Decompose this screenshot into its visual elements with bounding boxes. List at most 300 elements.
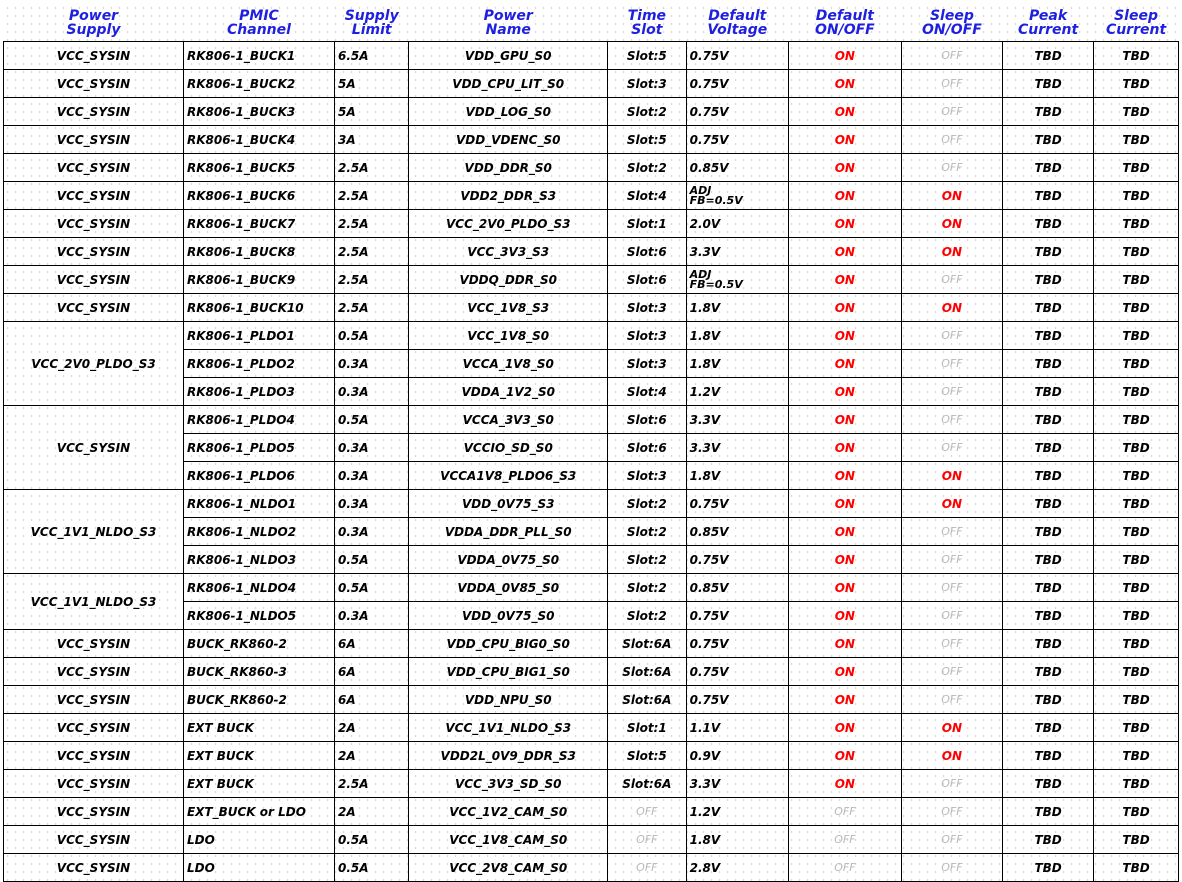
power-name-cell: VCC_3V3_SD_S0: [409, 770, 608, 798]
power-name-cell: VCC_2V8_CAM_S0: [409, 854, 608, 882]
sleep-onoff-cell: ON: [901, 742, 1002, 770]
header-peak-current: Peak Current: [1003, 4, 1094, 42]
supply-limit-cell: 0.5A: [334, 854, 408, 882]
sleep-onoff-cell: OFF: [901, 98, 1002, 126]
pmic-channel-cell: RK806-1_NLDO1: [183, 490, 334, 518]
default-voltage-cell: 1.8V: [686, 826, 788, 854]
sleep-onoff-cell: OFF: [901, 854, 1002, 882]
power-name-cell: VDD_DDR_S0: [409, 154, 608, 182]
sleep-onoff-cell: ON: [901, 238, 1002, 266]
supply-limit-cell: 6A: [334, 658, 408, 686]
default-onoff-cell: ON: [789, 154, 902, 182]
default-voltage-cell: 0.75V: [686, 546, 788, 574]
default-voltage-cell: 3.3V: [686, 770, 788, 798]
power-name-cell: VCCA_3V3_S0: [409, 406, 608, 434]
sleep-current-cell: TBD: [1094, 350, 1179, 378]
sleep-current-cell: TBD: [1094, 630, 1179, 658]
peak-current-cell: TBD: [1003, 854, 1094, 882]
table-row: [4, 770, 1179, 798]
default-voltage-cell: 0.85V: [686, 518, 788, 546]
time-slot-cell: Slot:2: [608, 546, 687, 574]
sleep-onoff-cell: OFF: [901, 546, 1002, 574]
table-row: [4, 98, 1179, 126]
peak-current-cell: TBD: [1003, 630, 1094, 658]
power-name-cell: VDD_0V75_S0: [409, 602, 608, 630]
supply-limit-cell: 0.3A: [334, 518, 408, 546]
sleep-onoff-cell: OFF: [901, 686, 1002, 714]
default-onoff-cell: ON: [789, 602, 902, 630]
sleep-onoff-cell: OFF: [901, 266, 1002, 294]
supply-limit-cell: 2A: [334, 798, 408, 826]
header-default-onoff: Default ON/OFF: [789, 4, 902, 42]
time-slot-cell: Slot:6: [608, 406, 687, 434]
supply-limit-cell: 5A: [334, 98, 408, 126]
pmic-channel-cell: RK806-1_BUCK7: [183, 210, 334, 238]
table-row: [4, 630, 1179, 658]
power-supply-cell: VCC_SYSIN: [4, 154, 184, 182]
sleep-current-cell: TBD: [1094, 210, 1179, 238]
power-supply-cell: VCC_SYSIN: [4, 238, 184, 266]
table-row: [4, 126, 1179, 154]
default-onoff-cell: ON: [789, 42, 902, 70]
default-voltage-cell: 3.3V: [686, 406, 788, 434]
sleep-current-cell: TBD: [1094, 574, 1179, 602]
peak-current-cell: TBD: [1003, 378, 1094, 406]
header-default-voltage: Default Voltage: [686, 4, 788, 42]
default-onoff-cell: ON: [789, 658, 902, 686]
table-row: [4, 826, 1179, 854]
table-row: [4, 322, 1179, 350]
default-voltage-cell: 2.0V: [686, 210, 788, 238]
supply-limit-cell: 6A: [334, 630, 408, 658]
sleep-onoff-cell: OFF: [901, 798, 1002, 826]
pmic-channel-cell: RK806-1_PLDO1: [183, 322, 334, 350]
supply-limit-cell: 0.5A: [334, 826, 408, 854]
pmic-channel-cell: EXT_BUCK or LDO: [183, 798, 334, 826]
default-onoff-cell: ON: [789, 98, 902, 126]
supply-limit-cell: 3A: [334, 126, 408, 154]
sleep-onoff-cell: OFF: [901, 630, 1002, 658]
supply-limit-cell: 0.5A: [334, 546, 408, 574]
sleep-current-cell: TBD: [1094, 70, 1179, 98]
table-row: [4, 854, 1179, 882]
sleep-onoff-cell: OFF: [901, 434, 1002, 462]
time-slot-cell: Slot:2: [608, 518, 687, 546]
pmic-channel-cell: RK806-1_PLDO5: [183, 434, 334, 462]
supply-limit-cell: 2A: [334, 742, 408, 770]
power-name-cell: VCCIO_SD_S0: [409, 434, 608, 462]
time-slot-cell: Slot:5: [608, 742, 687, 770]
time-slot-cell: Slot:6A: [608, 770, 687, 798]
power-name-cell: VCC_1V2_CAM_S0: [409, 798, 608, 826]
power-rail-table: [3, 4, 1179, 882]
sleep-current-cell: TBD: [1094, 770, 1179, 798]
time-slot-cell: Slot:6: [608, 238, 687, 266]
sleep-onoff-cell: OFF: [901, 574, 1002, 602]
power-name-cell: VDD_0V75_S3: [409, 490, 608, 518]
pmic-channel-cell: RK806-1_NLDO5: [183, 602, 334, 630]
peak-current-cell: TBD: [1003, 490, 1094, 518]
time-slot-cell: Slot:6: [608, 266, 687, 294]
peak-current-cell: TBD: [1003, 602, 1094, 630]
peak-current-cell: TBD: [1003, 686, 1094, 714]
default-onoff-cell: ON: [789, 518, 902, 546]
peak-current-cell: TBD: [1003, 294, 1094, 322]
sleep-onoff-cell: OFF: [901, 126, 1002, 154]
pmic-channel-cell: BUCK_RK860-2: [183, 630, 334, 658]
sleep-current-cell: TBD: [1094, 42, 1179, 70]
pmic-channel-cell: RK806-1_PLDO4: [183, 406, 334, 434]
sleep-onoff-cell: OFF: [901, 518, 1002, 546]
default-onoff-cell: ON: [789, 70, 902, 98]
sleep-onoff-cell: OFF: [901, 826, 1002, 854]
power-name-cell: VCC_1V8_S3: [409, 294, 608, 322]
power-supply-cell: VCC_SYSIN: [4, 98, 184, 126]
power-supply-cell: VCC_SYSIN: [4, 70, 184, 98]
table-row: [4, 238, 1179, 266]
supply-limit-cell: 0.5A: [334, 406, 408, 434]
default-onoff-cell: ON: [789, 266, 902, 294]
sleep-current-cell: TBD: [1094, 714, 1179, 742]
pmic-channel-cell: BUCK_RK860-3: [183, 658, 334, 686]
sleep-onoff-cell: ON: [901, 294, 1002, 322]
power-name-cell: VDD_CPU_BIG1_S0: [409, 658, 608, 686]
peak-current-cell: TBD: [1003, 126, 1094, 154]
default-onoff-cell: ON: [789, 770, 902, 798]
table-row: [4, 210, 1179, 238]
peak-current-cell: TBD: [1003, 742, 1094, 770]
time-slot-cell: Slot:1: [608, 210, 687, 238]
pmic-channel-cell: RK806-1_BUCK8: [183, 238, 334, 266]
sleep-current-cell: TBD: [1094, 406, 1179, 434]
sleep-onoff-cell: OFF: [901, 322, 1002, 350]
sleep-current-cell: TBD: [1094, 658, 1179, 686]
time-slot-cell: Slot:2: [608, 98, 687, 126]
default-voltage-cell: 1.8V: [686, 462, 788, 490]
power-supply-cell: VCC_SYSIN: [4, 294, 184, 322]
power-supply-cell: VCC_SYSIN: [4, 798, 184, 826]
default-onoff-cell: OFF: [789, 826, 902, 854]
power-supply-cell: VCC_SYSIN: [4, 658, 184, 686]
table-row: [4, 406, 1179, 434]
default-voltage-cell: ADJ FB=0.5V: [686, 182, 788, 210]
pmic-channel-cell: EXT BUCK: [183, 714, 334, 742]
power-name-cell: VDD_CPU_BIG0_S0: [409, 630, 608, 658]
supply-limit-cell: 0.3A: [334, 378, 408, 406]
time-slot-cell: OFF: [608, 854, 687, 882]
default-onoff-cell: ON: [789, 294, 902, 322]
peak-current-cell: TBD: [1003, 42, 1094, 70]
default-onoff-cell: ON: [789, 182, 902, 210]
power-supply-cell: VCC_SYSIN: [4, 854, 184, 882]
table-row: [4, 154, 1179, 182]
peak-current-cell: TBD: [1003, 574, 1094, 602]
power-name-cell: VDD_NPU_S0: [409, 686, 608, 714]
power-name-cell: VDD2L_0V9_DDR_S3: [409, 742, 608, 770]
pmic-channel-cell: RK806-1_NLDO4: [183, 574, 334, 602]
table-row: [4, 714, 1179, 742]
power-name-cell: VDDA_1V2_S0: [409, 378, 608, 406]
supply-limit-cell: 6.5A: [334, 42, 408, 70]
default-onoff-cell: ON: [789, 238, 902, 266]
power-name-cell: VDDA_DDR_PLL_S0: [409, 518, 608, 546]
power-name-cell: VCC_3V3_S3: [409, 238, 608, 266]
header-pmic-channel: PMIC Channel: [183, 4, 334, 42]
default-voltage-cell: 0.9V: [686, 742, 788, 770]
pmic-channel-cell: RK806-1_PLDO6: [183, 462, 334, 490]
sleep-current-cell: TBD: [1094, 546, 1179, 574]
power-supply-cell: VCC_SYSIN: [4, 182, 184, 210]
default-voltage-cell: 3.3V: [686, 238, 788, 266]
default-voltage-cell: 0.75V: [686, 126, 788, 154]
default-onoff-cell: ON: [789, 126, 902, 154]
default-voltage-cell: 0.75V: [686, 70, 788, 98]
header-supply-limit: Supply Limit: [334, 4, 408, 42]
power-supply-cell: VCC_SYSIN: [4, 630, 184, 658]
time-slot-cell: Slot:6: [608, 434, 687, 462]
table-row: [4, 798, 1179, 826]
default-voltage-cell: 2.8V: [686, 854, 788, 882]
default-onoff-cell: ON: [789, 434, 902, 462]
power-supply-cell: VCC_SYSIN: [4, 42, 184, 70]
power-name-cell: VDD2_DDR_S3: [409, 182, 608, 210]
sleep-onoff-cell: ON: [901, 462, 1002, 490]
default-onoff-cell: OFF: [789, 798, 902, 826]
pmic-channel-cell: RK806-1_BUCK4: [183, 126, 334, 154]
time-slot-cell: Slot:6A: [608, 630, 687, 658]
supply-limit-cell: 2.5A: [334, 294, 408, 322]
peak-current-cell: TBD: [1003, 322, 1094, 350]
pmic-channel-cell: RK806-1_PLDO2: [183, 350, 334, 378]
pmic-channel-cell: RK806-1_NLDO2: [183, 518, 334, 546]
peak-current-cell: TBD: [1003, 406, 1094, 434]
time-slot-cell: Slot:2: [608, 602, 687, 630]
default-voltage-cell: 1.2V: [686, 798, 788, 826]
time-slot-cell: OFF: [608, 826, 687, 854]
pmic-channel-cell: LDO: [183, 854, 334, 882]
peak-current-cell: TBD: [1003, 266, 1094, 294]
power-name-cell: VCC_2V0_PLDO_S3: [409, 210, 608, 238]
sleep-current-cell: TBD: [1094, 518, 1179, 546]
power-supply-cell: VCC_SYSIN: [4, 770, 184, 798]
time-slot-cell: Slot:3: [608, 294, 687, 322]
power-supply-cell: VCC_SYSIN: [4, 406, 184, 490]
sleep-onoff-cell: OFF: [901, 70, 1002, 98]
power-supply-cell: VCC_SYSIN: [4, 126, 184, 154]
peak-current-cell: TBD: [1003, 182, 1094, 210]
power-supply-cell: VCC_SYSIN: [4, 210, 184, 238]
power-name-cell: VCCA_1V8_S0: [409, 350, 608, 378]
peak-current-cell: TBD: [1003, 714, 1094, 742]
time-slot-cell: Slot:4: [608, 182, 687, 210]
power-supply-cell: VCC_SYSIN: [4, 714, 184, 742]
default-voltage-cell: 1.1V: [686, 714, 788, 742]
default-onoff-cell: OFF: [789, 854, 902, 882]
pmic-channel-cell: RK806-1_NLDO3: [183, 546, 334, 574]
default-voltage-cell: 0.75V: [686, 42, 788, 70]
sleep-current-cell: TBD: [1094, 826, 1179, 854]
supply-limit-cell: 0.3A: [334, 462, 408, 490]
default-onoff-cell: ON: [789, 322, 902, 350]
time-slot-cell: Slot:2: [608, 154, 687, 182]
sleep-current-cell: TBD: [1094, 238, 1179, 266]
header-row: [4, 4, 1179, 42]
peak-current-cell: TBD: [1003, 658, 1094, 686]
power-supply-cell: VCC_SYSIN: [4, 266, 184, 294]
sleep-onoff-cell: OFF: [901, 378, 1002, 406]
pmic-channel-cell: RK806-1_PLDO3: [183, 378, 334, 406]
pmic-channel-cell: EXT BUCK: [183, 742, 334, 770]
power-name-cell: VDD_CPU_LIT_S0: [409, 70, 608, 98]
header-sleep-onoff: Sleep ON/OFF: [901, 4, 1002, 42]
sleep-current-cell: TBD: [1094, 322, 1179, 350]
peak-current-cell: TBD: [1003, 462, 1094, 490]
default-voltage-cell: 0.85V: [686, 574, 788, 602]
supply-limit-cell: 2.5A: [334, 770, 408, 798]
power-name-cell: VDDA_0V85_S0: [409, 574, 608, 602]
header-sleep-current: Sleep Current: [1094, 4, 1179, 42]
sleep-onoff-cell: OFF: [901, 602, 1002, 630]
default-voltage-cell: 1.8V: [686, 350, 788, 378]
time-slot-cell: Slot:3: [608, 70, 687, 98]
sleep-onoff-cell: ON: [901, 182, 1002, 210]
default-onoff-cell: ON: [789, 350, 902, 378]
time-slot-cell: Slot:3: [608, 462, 687, 490]
default-voltage-cell: 0.75V: [686, 686, 788, 714]
peak-current-cell: TBD: [1003, 210, 1094, 238]
table-row: [4, 70, 1179, 98]
supply-limit-cell: 0.3A: [334, 350, 408, 378]
sleep-onoff-cell: OFF: [901, 42, 1002, 70]
table-row: [4, 658, 1179, 686]
pmic-channel-cell: RK806-1_BUCK5: [183, 154, 334, 182]
default-onoff-cell: ON: [789, 406, 902, 434]
supply-limit-cell: 6A: [334, 686, 408, 714]
supply-limit-cell: 0.5A: [334, 322, 408, 350]
power-supply-cell: VCC_SYSIN: [4, 686, 184, 714]
header-power-name: Power Name: [409, 4, 608, 42]
power-name-cell: VDDQ_DDR_S0: [409, 266, 608, 294]
default-onoff-cell: ON: [789, 686, 902, 714]
default-onoff-cell: ON: [789, 574, 902, 602]
header-power-supply: Power Supply: [4, 4, 184, 42]
table-row: [4, 294, 1179, 322]
sleep-current-cell: TBD: [1094, 378, 1179, 406]
default-voltage-cell: 1.2V: [686, 378, 788, 406]
supply-limit-cell: 2.5A: [334, 210, 408, 238]
table-row: [4, 742, 1179, 770]
power-name-cell: VCC_1V1_NLDO_S3: [409, 714, 608, 742]
pmic-channel-cell: RK806-1_BUCK3: [183, 98, 334, 126]
table-row: [4, 182, 1179, 210]
supply-limit-cell: 2.5A: [334, 266, 408, 294]
default-onoff-cell: ON: [789, 714, 902, 742]
default-voltage-cell: 0.75V: [686, 630, 788, 658]
default-voltage-cell: 0.85V: [686, 154, 788, 182]
pmic-channel-cell: RK806-1_BUCK9: [183, 266, 334, 294]
table-row: [4, 266, 1179, 294]
time-slot-cell: Slot:5: [608, 126, 687, 154]
supply-limit-cell: 2.5A: [334, 238, 408, 266]
peak-current-cell: TBD: [1003, 434, 1094, 462]
time-slot-cell: OFF: [608, 798, 687, 826]
power-supply-cell: VCC_1V1_NLDO_S3: [4, 574, 184, 630]
supply-limit-cell: 0.5A: [334, 574, 408, 602]
peak-current-cell: TBD: [1003, 70, 1094, 98]
time-slot-cell: Slot:2: [608, 490, 687, 518]
power-name-cell: VCC_1V8_CAM_S0: [409, 826, 608, 854]
default-onoff-cell: ON: [789, 378, 902, 406]
peak-current-cell: TBD: [1003, 518, 1094, 546]
time-slot-cell: Slot:3: [608, 350, 687, 378]
time-slot-cell: Slot:6A: [608, 686, 687, 714]
power-name-cell: VDD_GPU_S0: [409, 42, 608, 70]
table-body: [4, 42, 1179, 882]
sleep-current-cell: TBD: [1094, 182, 1179, 210]
power-supply-cell: VCC_SYSIN: [4, 826, 184, 854]
sleep-onoff-cell: OFF: [901, 350, 1002, 378]
sleep-current-cell: TBD: [1094, 266, 1179, 294]
default-voltage-cell: 1.8V: [686, 322, 788, 350]
supply-limit-cell: 2.5A: [334, 154, 408, 182]
sleep-current-cell: TBD: [1094, 798, 1179, 826]
sleep-onoff-cell: ON: [901, 714, 1002, 742]
sleep-current-cell: TBD: [1094, 602, 1179, 630]
pmic-channel-cell: LDO: [183, 826, 334, 854]
power-supply-cell: VCC_2V0_PLDO_S3: [4, 322, 184, 406]
sleep-current-cell: TBD: [1094, 126, 1179, 154]
time-slot-cell: Slot:1: [608, 714, 687, 742]
table-row: [4, 686, 1179, 714]
supply-limit-cell: 5A: [334, 70, 408, 98]
pmic-channel-cell: BUCK_RK860-2: [183, 686, 334, 714]
sleep-onoff-cell: ON: [901, 490, 1002, 518]
table-row: [4, 42, 1179, 70]
default-onoff-cell: ON: [789, 210, 902, 238]
default-voltage-cell: ADJ FB=0.5V: [686, 266, 788, 294]
default-voltage-cell: 1.8V: [686, 294, 788, 322]
supply-limit-cell: 0.3A: [334, 490, 408, 518]
time-slot-cell: Slot:5: [608, 42, 687, 70]
sleep-onoff-cell: OFF: [901, 154, 1002, 182]
table-row: [4, 490, 1179, 518]
header-time-slot: Time Slot: [608, 4, 687, 42]
sleep-current-cell: TBD: [1094, 686, 1179, 714]
peak-current-cell: TBD: [1003, 546, 1094, 574]
power-name-cell: VDD_VDENC_S0: [409, 126, 608, 154]
sleep-onoff-cell: OFF: [901, 658, 1002, 686]
sleep-current-cell: TBD: [1094, 490, 1179, 518]
sleep-current-cell: TBD: [1094, 854, 1179, 882]
default-onoff-cell: ON: [789, 742, 902, 770]
sleep-onoff-cell: ON: [901, 210, 1002, 238]
power-name-cell: VDD_LOG_S0: [409, 98, 608, 126]
sleep-current-cell: TBD: [1094, 462, 1179, 490]
peak-current-cell: TBD: [1003, 770, 1094, 798]
sleep-current-cell: TBD: [1094, 154, 1179, 182]
power-name-cell: VCCA1V8_PLDO6_S3: [409, 462, 608, 490]
time-slot-cell: Slot:3: [608, 322, 687, 350]
supply-limit-cell: 0.3A: [334, 434, 408, 462]
peak-current-cell: TBD: [1003, 826, 1094, 854]
peak-current-cell: TBD: [1003, 98, 1094, 126]
default-onoff-cell: ON: [789, 462, 902, 490]
time-slot-cell: Slot:4: [608, 378, 687, 406]
pmic-channel-cell: EXT BUCK: [183, 770, 334, 798]
default-voltage-cell: 0.75V: [686, 602, 788, 630]
peak-current-cell: TBD: [1003, 154, 1094, 182]
default-voltage-cell: 0.75V: [686, 98, 788, 126]
